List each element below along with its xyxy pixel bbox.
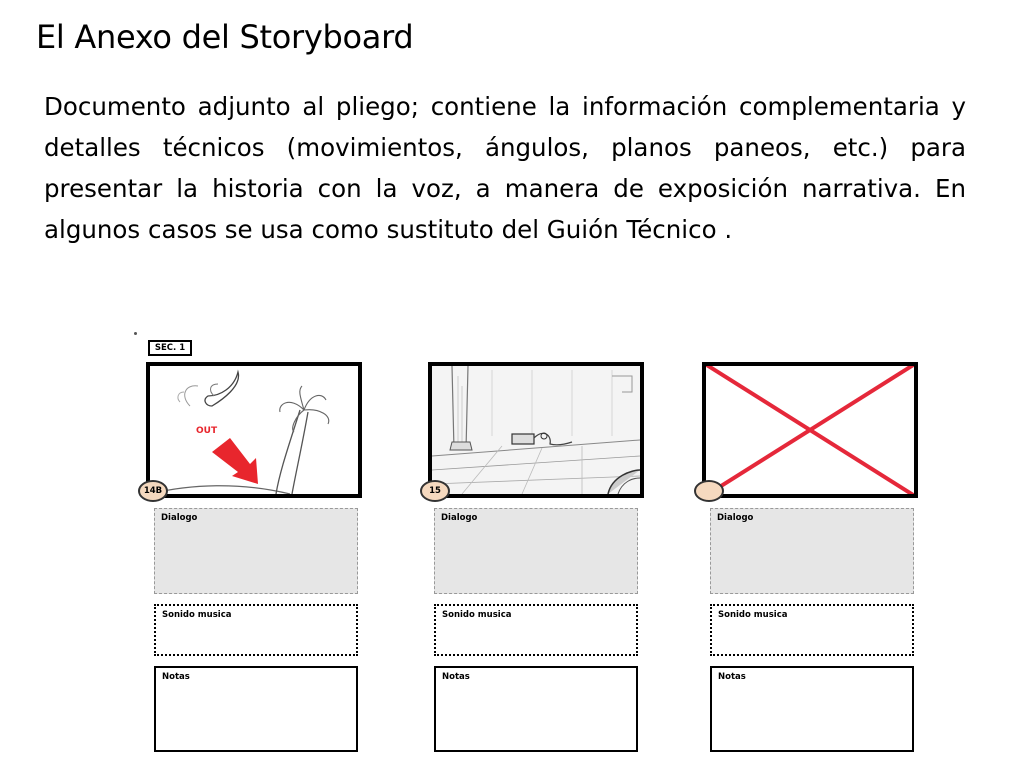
notes-label: Notas <box>162 672 190 682</box>
dialog-label: Dialogo <box>161 513 198 523</box>
section-label: SEC. 1 <box>148 340 192 356</box>
sound-music-label: Sonido musica <box>442 610 512 620</box>
slide-title: El Anexo del Storyboard <box>36 18 414 56</box>
dialog-field[interactable] <box>434 508 638 594</box>
storyboard-frame-2 <box>428 362 644 498</box>
sketch-image-2 <box>432 366 640 494</box>
panel-number-badge <box>694 480 724 502</box>
dialog-field[interactable] <box>710 508 914 594</box>
dialog-label: Dialogo <box>441 513 478 523</box>
notes-label: Notas <box>442 672 470 682</box>
panel-number-badge: 15 <box>420 480 450 502</box>
sketch-caption: OUT <box>196 426 218 436</box>
notes-field[interactable] <box>710 666 914 752</box>
sound-music-label: Sonido musica <box>718 610 788 620</box>
speck <box>134 332 137 335</box>
notes-field[interactable] <box>434 666 638 752</box>
sound-music-label: Sonido musica <box>162 610 232 620</box>
storyboard-frame-3 <box>702 362 918 498</box>
sound-music-field[interactable] <box>154 604 358 656</box>
dialog-label: Dialogo <box>717 513 754 523</box>
cross-out-icon <box>706 366 914 494</box>
notes-field[interactable] <box>154 666 358 752</box>
slide-body-text: Documento adjunto al pliego; contiene la información complementaria y detalles técnicos (movimientos, ángulos, planos paneos, etc.) para presentar la historia con la voz, a manera de exposición narrativa. En algunos casos se usa como sustituto del Guión Técnico . <box>44 92 966 244</box>
panel-number-badge: 14B <box>138 480 168 502</box>
notes-label: Notas <box>718 672 746 682</box>
dialog-field[interactable] <box>154 508 358 594</box>
sketch-image-1 <box>150 366 358 494</box>
storyboard-frame-1 <box>146 362 362 498</box>
sound-music-field[interactable] <box>710 604 914 656</box>
storyboard-sheet <box>130 328 930 768</box>
sound-music-field[interactable] <box>434 604 638 656</box>
